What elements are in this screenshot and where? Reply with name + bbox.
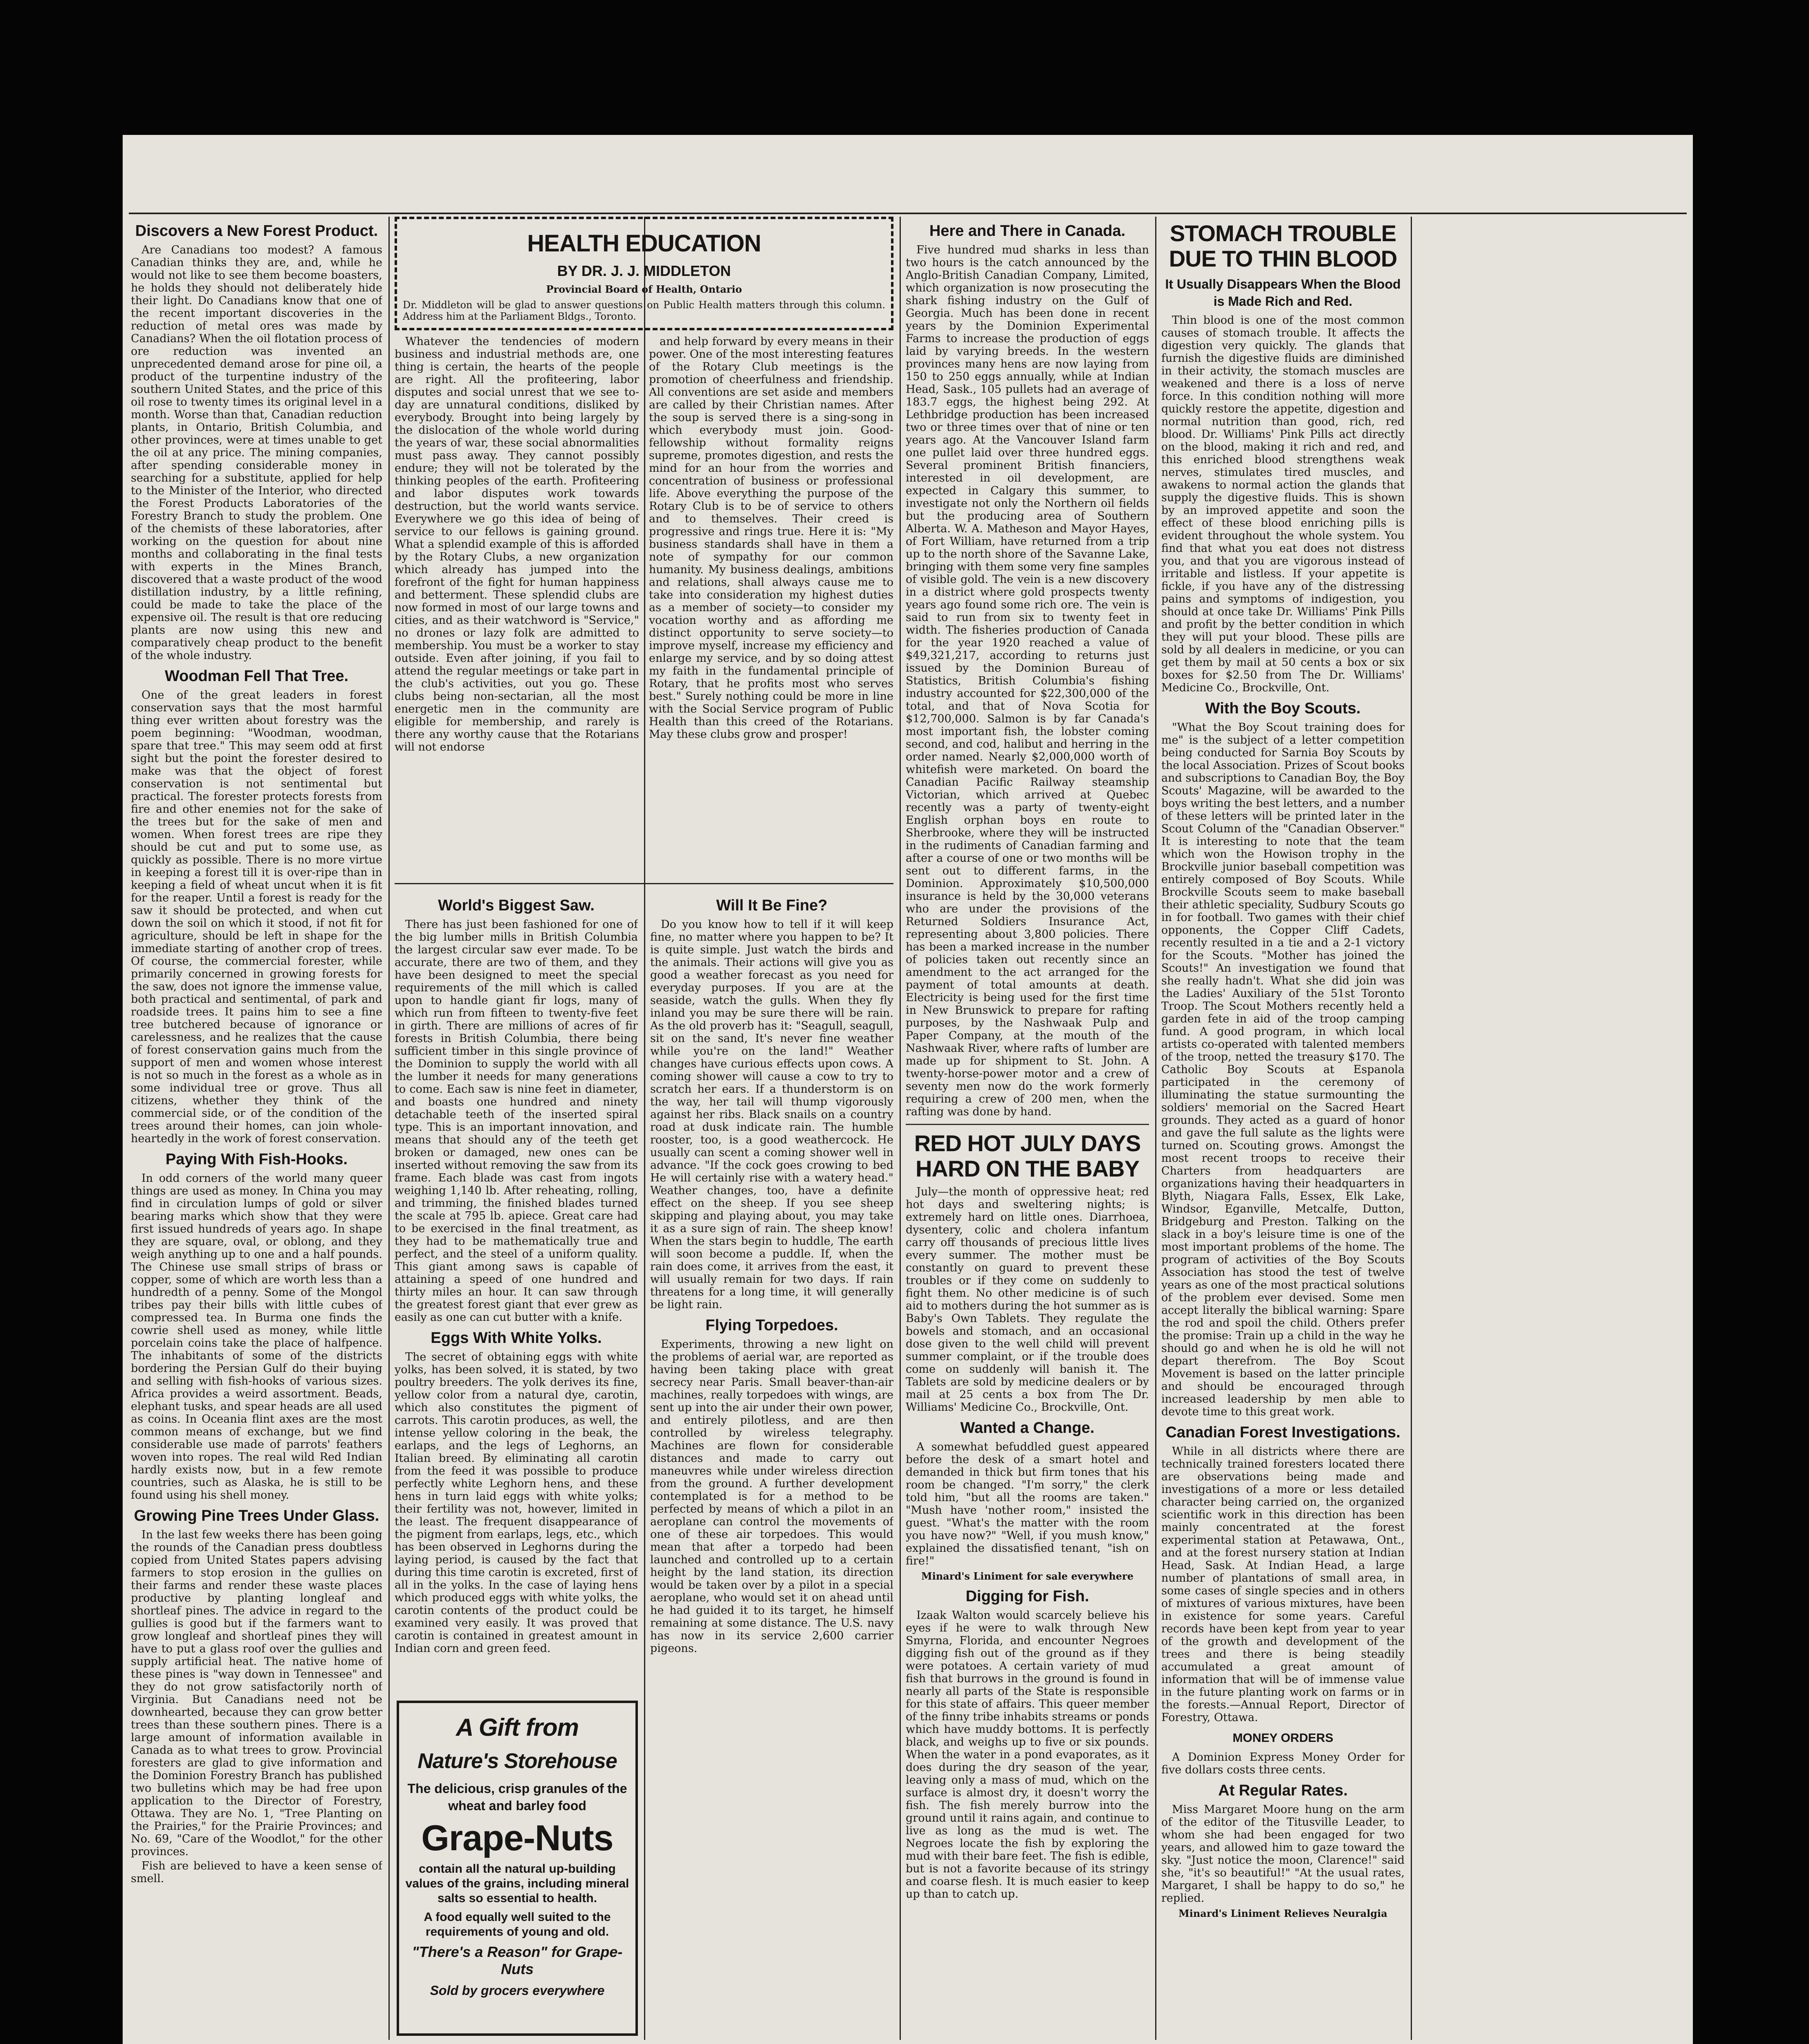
section-rule	[395, 883, 893, 884]
article-text: Miss Margaret Moore hung on the arm of the editor of the Titusville Leader, to whom she had been engaged for two years, and allowed him to gaze toward the sky. "Just notice the moon, Clarence!" said she, "it's so beautiful!" "At the usual rates, Margaret, I shall be happy to do so," he replied.	[1161, 1803, 1405, 1905]
ad-text: contain all the natural up-building values of the grains, including mineral salts so essential to health.	[405, 1862, 629, 1905]
ad-heading: Nature's Storehouse	[417, 1749, 617, 1773]
minard-notice: Minard's Liniment Relieves Neuralgia	[1178, 1907, 1387, 1919]
article-text: Are Canadians too modest? A famous Canadian thinks they are, and, while he would not like to see them become boasters, he holds they should not deliberately hide their light. Do Canadians know that one of the recent important discoveries in the reduction of metal ores was made by Canadians? When the oil flotation process of ore reduction was invented an unprecedented demand arose for pine oil, a product of the turpentine industry of the southern United States, and the price of this oil rose to twenty times its original level in a month. Worse than that, Canadian reduction plants, in Ontario, British Columbia, and other provinces, were at times unable to get the oil at any price. The mining companies, after spending considerable money in searching for a substitute, applied for help to the Minister of the Interior, who directed the Forest Products Laboratories of the Forestry Branch to study the problem. One of the chemists of these laboratories, after working on the question for about nine months and collaborating in the final tests with experts in the Mines Branch, discovered that a waste product of the wood distillation industry, by a little refining, could be made to take the place of the expensive oil. The result is that ore reducing plants are now using this new and comparatively cheap product to the benefit of the whole industry.	[131, 244, 382, 662]
article-text: The secret of obtaining eggs with white yolks, has been solved, it is stated, by two poultry breeders. The yolk derives its fine, yellow color from a natural dye, carotin, which also constitutes the pigment of carrots. This carotin produces, as well, the intense yellow coloring in the beak, the earlaps, and the legs of Leghorns, an Italian breed. By eliminating all carotin from the feed it was possible to produce perfectly white Leghorn hens, and these hens in turn laid eggs with white yolks; their fertility was not, however, limited in the least. The frequent disappearance of the pigment from earlaps, legs, etc., which has been observed in Leghorns during the laying period, is caused by the fact that during this time carotin is excreted, first of all in the yolks. In the case of laying hens which produced eggs with white yolks, the carotin contents of the product could be examined very easily. It was proved that carotin is contained in greatest amount in Indian corn and green feed.	[395, 1351, 638, 1655]
health-note: Dr. Middleton will be glad to answer questions on Public Health matters through this column. Address him at the Parliament Bldgs., Toronto.	[403, 299, 885, 322]
newspaper-page	[123, 135, 1693, 2044]
ad-heading: A Gift from	[456, 1714, 579, 1741]
health-education-column	[395, 217, 893, 879]
filler-note: Fish are believed to have a keen sense of smell.	[131, 1860, 382, 1885]
grape-nuts-logo: Grape-Nuts	[421, 1818, 613, 1858]
article-text: Five hundred mud sharks in less than two hours is the catch announced by the Anglo-British Canadian Company, Limited, which organization is now prosecuting the shark fishing industry on the Gulf of Georgia. Much has been done in recent years by the Dominion Experimental Farms to increase the production of eggs laid by varying breeds. In the western provinces many hens are now laying from 150 to 250 eggs annually, while at Indian Head, Sask., 105 pullets had an average of 183.7 eggs, the highest being 292. At Lethbridge production has been increased two or three times over that of nine or ten years ago. At the Vancouver Island farm one pullet laid over three hundred eggs. Several prominent British financiers, interested in oil development, are expected in Calgary this summer, to investigate not only the Northern oil fields but the producing area of Southern Alberta. W. A. Matheson and Mayor Hayes, of Fort William, have returned from a trip up to the north shore of the Savanne Lake, bringing with them some very fine samples of visible gold. The vein is a new discovery in a district where gold prospects twenty years ago found some rich ore. The vein is said to run from six to twenty feet in width. The fisheries production of Canada for the year 1920 reached a value of $49,321,217, according to returns just issued by the Dominion Bureau of Statistics, British Columbia's fishing industry accounted for $22,300,000 of the total, and that of Nova Scotia for $12,700,000. Salmon is by far Canada's most important fish, the lobster coming second, and cod, halibut and herring in the order named. Nearly $2,000,000 worth of whitefish were marketed. On board the Canadian Pacific Railway steamship Victorian, which arrived at Quebec recently was a party of twenty-eight English orphan boys en route to Sherbrooke, where they will be instructed in the rudiments of Canadian farming and after a course of one or two months will be sent out to different farms, in the Dominion. Approximately $10,500,000 insurance is held by the 30,000 veterans who are under the provisions of the Returned Soldiers Insurance Act, representing about 3,800 policies. There has been a marked increase in the number of policies taken out recently since an amendment to the act arranged for the payment of total amounts at death. Electricity is being used for the first time in New Brunswick to prepare for rafting purposes, by the Nashwaak Pulp and Paper Company, at the mouth of the Nashwaak River, where rafts of lumber are made up for shipment to St. John. A twenty-horse-power motor and a crew of seventy men now do the work formerly requiring a crew of 200 men, when the rafting was done by hand.	[906, 244, 1149, 1118]
column-1	[131, 217, 382, 2040]
article-text: A somewhat befuddled guest appeared before the desk of a smart hotel and demanded in thick but firm tones that his room be changed. "I'm sorry," the clerk told him, "but all the rooms are taken." "Mush have 'nother room," insisted the guest. "What's the matter with the room you have now?" "Well, if you mush know," explained the dissatisfied tenant, "ish on fire!"	[906, 1441, 1149, 1567]
headline: At Regular Rates.	[1218, 1782, 1348, 1799]
headline: Woodman Fell That Tree.	[164, 668, 349, 685]
ad-footer: Sold by grocers everywhere	[430, 1983, 605, 1998]
headline: Eggs With White Yolks.	[431, 1329, 602, 1347]
headline: With the Boy Scouts.	[1205, 700, 1361, 717]
article-text: Do you know how to tell if it will keep fine, no matter where you happen to be? It is quite simple. Just watch the birds and the animals. Their actions will give you as good a weather forecast as you need for everyday purposes. If you are at the seaside, watch the gulls. When they fly inland you may be sure there will be rain. As the old proverb has it: "Seagull, seagull, sit on the sand, It's never fine weather while you're on the land!" Weather changes have curious effects upon cows. A coming shower will cause a cow to try to scratch her ears. If a thunderstorm is on the way, her tail will thump vigorously against her ribs. Black snails on a country road at dusk indicate rain. The humble rooster, too, is a good weathercock. He usually can scent a coming shower well in advance. "If the cock goes crowing to bed He will certainly rise with a watery head." Weather changes, too, have a definite effect on the sheep. If you see sheep skipping and playing about, you may take it as a sure sign of rain. The sheep know! When the stars begin to huddle, The earth will soon become a puddle. If, when the rain does come, it arrives from the east, it will usually remain for two days. If rain threatens for a long time, it will generally be light rain.	[650, 918, 893, 1311]
article-text: There has just been fashioned for one of the big lumber mills in British Columbia the largest circular saw ever made. To be accurate, there are two of them, and they have been designed to meet the special requirements of the mill which is called upon to handle giant fir logs, many of which run from fifteen to twenty-five feet in girth. There are millions of acres of fir forests in British Columbia, there being sufficient timber in this single province of the Dominion to supply the world with all the lumber it needs for many generations to come. Each saw is nine feet in diameter, and boasts one hundred and ninety detachable teeth of the inserted spiral type. This is an important innovation, and means that should any of the teeth get broken or damaged, new ones can be inserted without removing the saw from its frame. Each blade was cast from ingots weighing 1,140 lb. After reheating, rolling, and trimming, the finished blades turned the scale at 795 lb. apiece. Great care had to be exercised in the final treatment, as they had to be mathematically true and perfect, and the steel of a uniform quality. This giant among saws is capable of attaining a speed of one hundred and thirty miles an hour. It can saw through the greatest forest giant that ever grew as easily as one can cut butter with a knife.	[395, 918, 638, 1324]
column-rule-3	[900, 217, 901, 2040]
headline: Canadian Forest Investigations.	[1165, 1424, 1401, 1441]
article-text: In the last few weeks there has been going the rounds of the Canadian press doubtless copied from United States papers advising farmers to stop erosion in the gullies on their farms and render these waste places productive by planting longleaf and shortleaf pines. The advice in regard to the gullies is good but if the farmers want to grow longleaf and shortleaf pines they will have to put a glass roof over the gullies and supply artificial heat. The native home of these pines is "way down in Tennessee" and they do not grow satisfactorily north of Virginia. But Canadians need not be downhearted, because they can grow better trees than these southern pines. There is a large amount of information available in Canada as to what trees to grow. Provincial foresters are glad to give information and the Dominion Forestry Branch has published two bulletins which may be had free upon application to the Director of Forestry, Ottawa. They are No. 1, "Tree Planting on the Prairies," for the Prairie Provinces; and No. 69, "Care of the Woodlot," for the other provinces.	[131, 1529, 382, 1858]
ad-text: A food equally well suited to the requirements of young and old.	[424, 1910, 611, 1939]
headline: Digging for Fish.	[965, 1588, 1089, 1605]
article-text: Thin blood is one of the most common causes of stomach trouble. It affects the digestion very quickly. The glands that furnish the digestive fluids are diminished in their activity, the stomach muscles are weakened and there is a loss of nerve force. In this condition nothing will more quickly restore the appetite, digestion and normal nutrition than good, rich, red blood. Dr. Williams' Pink Pills act directly on the blood, making it rich and red, and this enriched blood strengthens weak nerves, stimulates tired muscles, and awakens to normal action the glands that supply the digestive fluids. This is shown by an improved appetite and soon the effect of these blood enriching pills is evident throughout the whole system. You find that what you eat does not distress you, and that you are vigorous instead of irritable and listless. If your appetite is fickle, if you have any of the distressing pains and symptoms of indigestion, you should at once take Dr. Williams' Pink Pills and profit by the better condition in which they will put your blood. These pills are sold by all dealers in medicine, or you can get them by mail at 50 cents a box or six boxes for $2.50 from The Dr. Williams' Medicine Co., Brockville, Ont.	[1161, 314, 1405, 694]
health-byline: BY DR. J. J. MIDDLETON	[557, 262, 731, 279]
headline: Paying With Fish-Hooks.	[165, 1151, 348, 1168]
ad-text: The delicious, crisp granules of the wheat and barley food	[407, 1781, 627, 1813]
headline: Flying Torpedoes.	[705, 1317, 838, 1334]
column-5	[1161, 217, 1405, 2040]
headline: Wanted a Change.	[960, 1419, 1095, 1437]
column-rule-4	[1155, 217, 1156, 2040]
headline: Discovers a New Forest Product.	[135, 222, 378, 240]
article-text: Whatever the tendencies of modern business and industrial methods are, one thing is certain, the hearts of the people are right. All the profiteering, labor disputes and social unrest that we see to-day are unnatural conditions, disliked by everybody. Brought into being largely by the dislocation of the whole world during the years of war, these social abnormalities must pass away. They cannot possibly endure; they will not be tolerated by the thinking peoples of the earth. Profiteering and labor disputes work towards destruction, but the world wants service. Everywhere we go this idea of being of service to our fellows is gaining ground. What a splendid example of this is afforded by the Rotary Clubs, a new organization which already has jumped into the forefront of the fight for human happiness and betterment. These splendid clubs are now formed in most of our large towns and cities, and as their watchword is "Service," no drones or lazy folk are admitted to membership. You must be a worker to stay outside. Even after joining, if you fail to attend the regular meetings or take part in the club's activities, out you go. These clubs being non-sectarian, all the most energetic men in the community are eligible for membership, and rarely is there any worthy cause that the Rotarians will not endorse	[395, 335, 639, 753]
article-text: "What the Boy Scout training does for me" is the subject of a letter competition being conducted for Sarnia Boy Scouts by the local Association. Prizes of Scout books and subscriptions to Canadian Boy, the Boy Scouts' Magazine, will be awarded to the boys writing the best letters, and a number of these letters will be printed later in the Scout Column of the "Canadian Observer." It is interesting to note that the team which won the Howison trophy in the Brockville junior baseball competition was entirely composed of Boy Scouts. While Brockville Scouts seem to make baseball their athletic speciality, Sudbury Scouts go in for football. Two games with their chief opponents, the Copper Cliff Cadets, recently resulted in a tie and a 2-1 victory for the Scouts. "Mother has joined the Scouts!" An investigation we found that she really hadn't. What she did join was the Ladies' Auxiliary of the 51st Toronto Troop. The Scout Mothers recently held a garden fete in aid of the troop camping fund. A good program, in which local artists co-operated with talented members of the troop, netted the treasury $170. The Catholic Boy Scouts at Espanola participated in the ceremony of illuminating the statue surmounting the soldiers' memorial on the Sacred Heart grounds. They acted as a guard of honor and gave the full salute as the lights were turned on. Scouting grows. Amongst the most recent troops to receive their Charters from headquarters are organizations having their headquarters in Blyth, Niagara Falls, Essex, Elk Lake, Windsor, Eganville, Metcalfe, Dutton, Bridgeburg and Preston. Talking on the slack in a boy's leisure time is one of the most important problems of the home. The program of activities of the Boy Scouts Association has stood the test of twelve years as one of the most practical solutions of the problem ever devised. Some men accept literally the biblical warning: Spare the rod and spoil the child. Others prefer the promise: Train up a child in the way he should go and when he is old he will not depart therefrom. The Boy Scout Movement is based on the latter principle and should be encouraged through increased leadership by men able to devote time to this great work.	[1161, 721, 1405, 1418]
health-title: HEALTH EDUCATION	[527, 230, 761, 257]
health-board: Provincial Board of Health, Ontario	[546, 283, 742, 295]
article-text: Izaak Walton would scarcely believe his eyes if he were to walk through New Smyrna, Florida, and encounter Negroes digging fish out of the ground as if they were potatoes. A certain variety of mud fish that burrows in the ground is found in nearly all parts of the State is responsible for this state of affairs. This queer member of the finny tribe inhabits streams or ponds which have muddy bottoms. It is perfectly black, and weighs up to five or six pounds. When the water in a pond evaporates, as it does during the dry season of the year, leaving only a mass of mud, which on the surface is almost dry, it doesn't worry the fish. The fish merely burrow into the ground until it rains again, and continue to live as long as the mud is wet. The Negroes locate the fish by exploring the mud with their bare feet. The fish is edible, but is not a favorite because of its stringy and coarse flesh. It is much easier to keep up than to catch up.	[906, 1609, 1149, 1901]
ad-slogan: "There's a Reason" for Grape-Nuts	[412, 1943, 623, 1977]
article-text: A Dominion Express Money Order for five dollars costs three cents.	[1161, 1751, 1405, 1776]
stomach-headline: STOMACH TROUBLE DUE TO THIN BLOOD	[1169, 220, 1397, 271]
subheadline: It Usually Disappears When the Blood is Made Rich and Red.	[1165, 277, 1401, 309]
headline: Growing Pine Trees Under Glass.	[134, 1507, 379, 1524]
headline: World's Biggest Saw.	[438, 897, 595, 914]
headline: MONEY ORDERS	[1232, 1731, 1333, 1745]
grape-nuts-ad	[397, 1701, 638, 2036]
article-text: and help forward by every means in their power. One of the most interesting features of the Rotary Club meetings is the promotion of cheerfulness and friendship. All conventions are set aside and members are called by their Christian names. After the soup is served there is a sing-song in which everybody must join. Good-fellowship without formality reigns supreme, promotes digestion, and rests the mind for an hour from the worries and concentration of business or professional life. Above everything the purpose of the Rotary Club is to be of service to others and to themselves. Their creed is progressive and rings true. Here it is: "My business standards shall have in them a note of sympathy for our common humanity. My business dealings, ambitions and relations, shall always cause me to take into consideration my highest duties as a member of society—to consider my vocation worthy and as affording me distinct opportunity to serve society—to improve myself, increase my efficiency and enlarge my service, and by so doing attest my faith in the fundamental principle of Rotary, that he profits most who serves best." Surely nothing could be more in line with the Social Service program of Public Health than this creed of the Rotarians. May these clubs grow and prosper!	[649, 335, 893, 741]
minard-notice: Minard's Liniment for sale everywhere	[921, 1570, 1133, 1582]
headline: Will It Be Fine?	[716, 897, 828, 914]
article-text: July—the month of oppressive heat; red hot days and sweltering nights; is extremely hard on little ones. Diarrhoea, dysentery, colic and cholera infantum carry off thousands of precious little lives every summer. The mother must be constantly on guard to prevent these troubles or if they come on suddenly to fight them. No other medicine is of such aid to mothers during the hot summer as is Baby's Own Tablets. They regulate the bowels and stomach, and an occasional dose given to the well child will prevent summer complaint, or if the trouble does come on suddenly will banish it. The Tablets are sold by medicine dealers or by mail at 25 cents a box from The Dr. Williams' Medicine Co., Brockville, Ont.	[906, 1186, 1149, 1414]
column-rule-5	[1411, 217, 1412, 2040]
article-text: Experiments, throwing a new light on the problems of aerial war, are reported as having been taking place with great secrecy near Paris. Small beaver-than-air machines, really torpedoes with wings, are sent up into the air under their own power, and entirely pilotless, and are then controlled by wireless telegraphy. Machines are flown for considerable distances and made to carry out maneuvres while under wireless direction from the ground. A further development contemplated is for a method to be perfected by means of which a pilot in an aeroplane can control the movements of one of these air torpedoes. This would mean that after a torpedo had been launched and controlled up to a certain height by the land station, its direction would be taken over by a pilot in a special aeroplane, who would set it on ahead until he had guided it to its target, he himself remaining at some distance. The U.S. navy has now in its service 2,600 carrier pigeons.	[650, 1338, 893, 1655]
column-4	[906, 217, 1149, 2040]
article-text: While in all districts where there are technically trained foresters located there are observations being made and investigations of a more or less detailed character being carried on, the organized scientific work in this direction has been mainly concentrated at the forest experimental station at Petawawa, Ont., and at the forest nursery station at Indian Head, Sask. At Indian Head, a large number of plantations of small area, in some cases of single species and in others of mixtures of various mixtures, have been in existence for some years. Careful records have been kept from year to year of the growth and development of the trees and there is being steadily accumulated a great amount of information that will be of immense value in the future planting work on farms or in the forests.—Annual Report, Director of Forestry, Ottawa.	[1161, 1445, 1405, 1724]
top-rule	[129, 213, 1687, 214]
article-text: In odd corners of the world many queer things are used as money. In China you may find in circulation lumps of gold or silver bearing marks which show that they were first issued hundreds of years ago. In shape they are square, oval, or oblong, and they weigh anything up to one and a half pounds. The Chinese use small strips of brass or copper, some of which are worth less than a hundredth of a penny. Some of the Mongol tribes pay their bills with little cubes of compressed tea. In Burma one finds the cowrie shell used as money, while little porcelain coins take the place of halfpence. The inhabitants of some of the districts bordering the Persian Gulf do their buying and selling with fish-hooks of various sizes. Africa provides a weird assortment. Beads, elephant tusks, and spear heads are all used as coins. In Oceania flint axes are the most common means of exchange, but we find considerable use made of parrots' feathers woven into ropes. The real wild Red Indian hardly exists now, but in a few remote countries, such as Alaska, he is still to be found using his shell money.	[131, 1172, 382, 1502]
column-2-lower	[395, 891, 638, 1688]
column-rule-1	[388, 217, 390, 2040]
health-education-header	[395, 217, 893, 330]
column-3	[650, 891, 893, 2040]
article-text: One of the great leaders in forest conservation says that the most harmful thing ever written about forestry was the poem beginning: "Woodman, woodman, spare that tree." This may seem odd at first sight but the point the forester desired to make was that the object of forest conservation is not sentimental but practical. The forester protects forests from fire and other enemies not for the sake of the trees but for the sake of men and women. When forest trees are ripe they should be cut and put to some use, as quickly as possible. There is no more virtue in keeping a forest till it is over-ripe than in keeping a field of wheat uncut when it is fit for the reaper. Until a forest is ready for the saw it should be protected, and when cut down the soil on which it stood, if not fit for agriculture, should be left in shape for the immediate starting of another crop of trees. Of course, the commercial forester, while primarily concerned in growing forests for the saw, does not ignore the immense value, both practical and sentimental, of park and roadside trees. It pains him to see a fine tree butchered because of ignorance or carelessness, and he realizes that the cause of forest conservation gains much from the support of men and women whose interest is not so much in the forest as a whole as in some individual tree or grove. Thus all citizens, whether they think of the commercial side, or of the condition of the trees around their homes, can join whole-heartedly in the work of forest conservation.	[131, 689, 382, 1145]
baby-headline: RED HOT JULY DAYS HARD ON THE BABY	[914, 1130, 1141, 1181]
headline: Here and There in Canada.	[929, 222, 1126, 240]
